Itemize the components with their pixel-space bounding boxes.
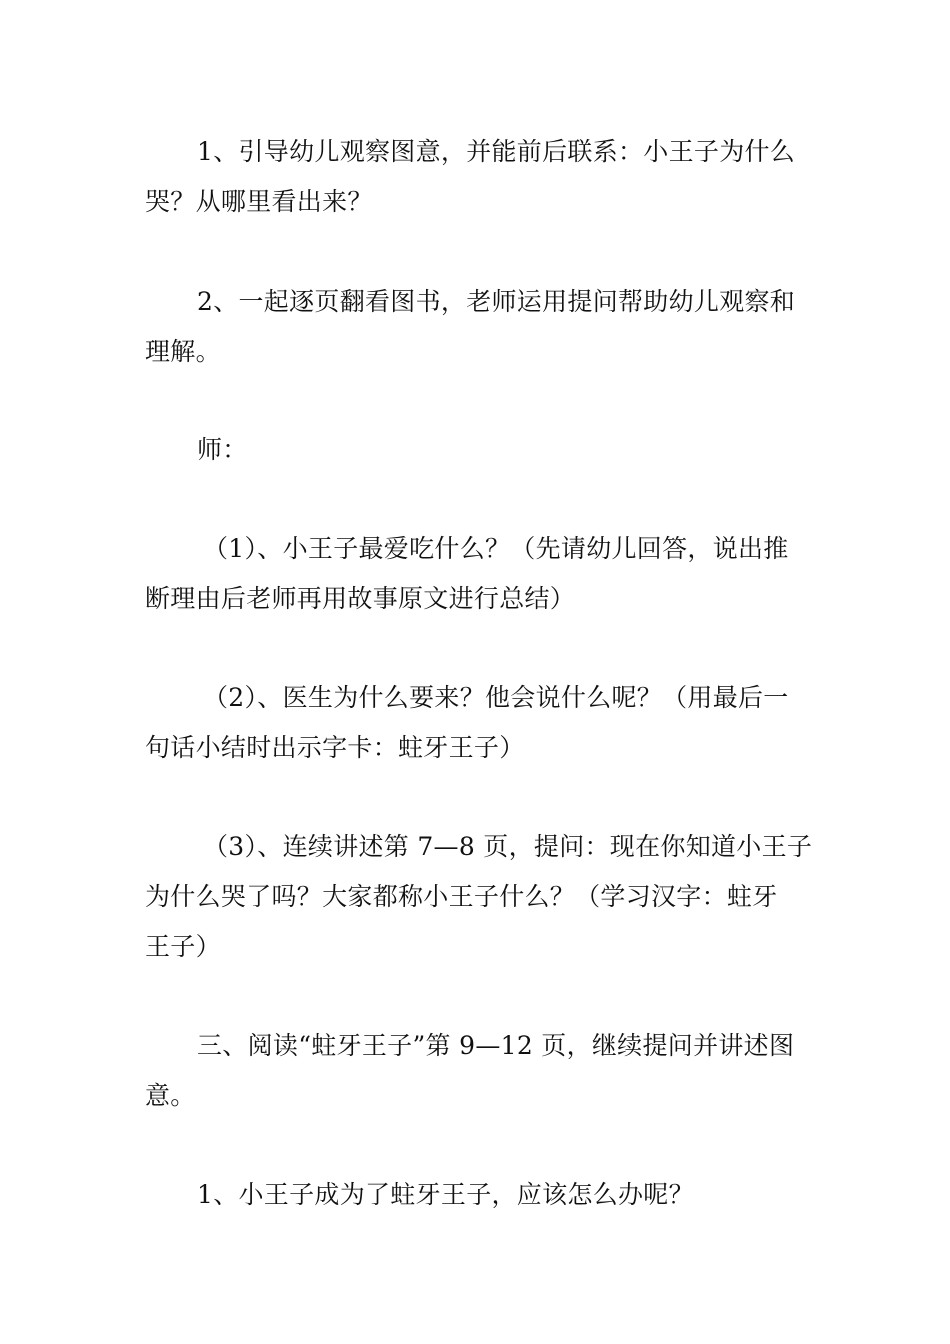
paragraph-2: [145, 277, 815, 377]
paragraph-line: 王子）: [145, 932, 221, 961]
paragraph-8: [145, 1170, 815, 1220]
paragraph-line: 为什么哭了吗？大家都称小王子什么？（学习汉字：蛀牙: [145, 882, 778, 911]
paragraph-3: [145, 425, 815, 475]
paragraph-line: 哭？从哪里看出来？: [145, 187, 373, 216]
paragraph-line: 三、阅读“蛀牙王子”第 9—12 页，继续提问并讲述图: [197, 1031, 795, 1060]
paragraph-line: 意。: [145, 1081, 196, 1110]
paragraph-line: 理解。: [145, 337, 221, 366]
paragraph-line: （1）、小王子最爱吃什么？（先请幼儿回答，说出推: [203, 534, 789, 563]
paragraph-line: 句话小结时出示字卡：蛀牙王子）: [145, 733, 525, 762]
paragraph-5: [145, 673, 815, 773]
paragraph-6: [145, 822, 815, 972]
paragraph-line: 1、引导幼儿观察图意，并能前后联系：小王子为什么: [197, 137, 796, 166]
paragraph-line: 2、一起逐页翻看图书，老师运用提问帮助幼儿观察和: [197, 287, 796, 316]
paragraph-line: （3）、连续讲述第 7—8 页，提问：现在你知道小王子: [203, 832, 813, 861]
paragraph-4: [145, 524, 815, 624]
paragraph-line: （2）、医生为什么要来？他会说什么呢？（用最后一: [203, 683, 789, 712]
paragraph-line: 断理由后老师再用故事原文进行总结）: [145, 584, 576, 613]
paragraph-1: [145, 127, 815, 227]
paragraph-line: 1、小王子成为了蛀牙王子，应该怎么办呢？: [197, 1180, 694, 1209]
paragraph-7: [145, 1021, 815, 1121]
paragraph-line: 师：: [197, 435, 248, 464]
